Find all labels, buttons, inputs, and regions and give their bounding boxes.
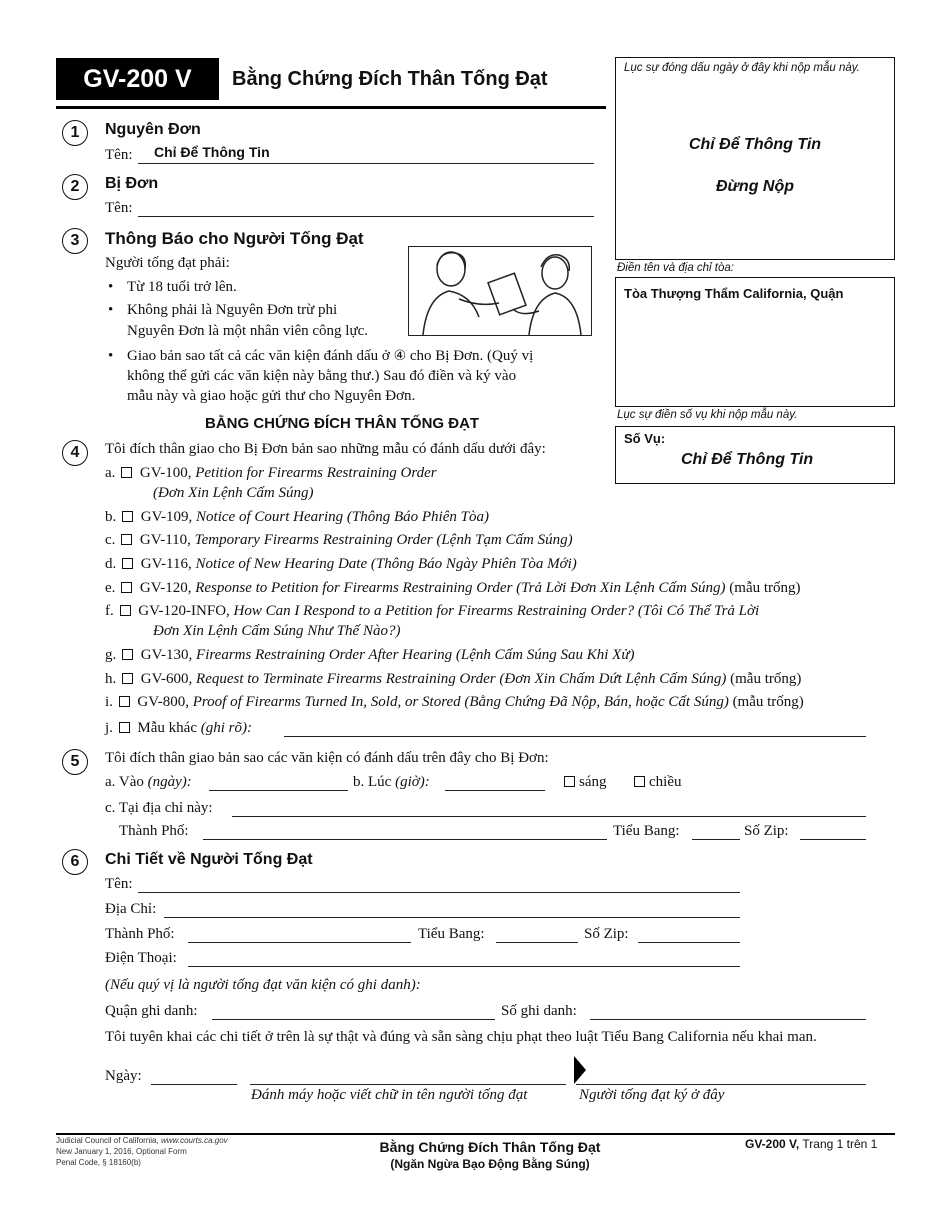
section-4-number: 4 <box>62 440 88 466</box>
service-time-field[interactable] <box>445 790 545 791</box>
requirement-deliver-2: không thể gửi các văn kiện này bằng thư.) Sau đó điền và ký vào <box>127 368 517 384</box>
form-item-b[interactable]: b. GV-109, Notice of Court Hearing (Thông Báo Phiên Tòa) <box>105 509 489 525</box>
service-address-field[interactable] <box>232 816 866 817</box>
server-name-label: Tên: <box>105 876 133 892</box>
case-number-value: Chỉ Để Thông Tin <box>681 451 814 468</box>
declaration-text: Tôi tuyên khai các chi tiết ở trên là sự thật và đúng và sẵn sàng chịu phạt theo luật Tiểu Bang California nếu khai man. <box>105 1029 817 1045</box>
section-1-title: Nguyên Đơn <box>105 121 201 138</box>
signature-field[interactable] <box>576 1084 866 1085</box>
form-item-f-line2: Đơn Xin Lệnh Cấm Súng Như Thế Nào?) <box>153 623 401 639</box>
server-state-label: Tiểu Bang: <box>418 926 485 942</box>
service-zip-label: Số Zip: <box>744 823 789 839</box>
form-item-h[interactable]: h. GV-600, Request to Terminate Firearms Restraining Order (Đơn Xin Chấm Dứt Lệnh Cấm Súng) (mẫu trống) <box>105 671 802 687</box>
form-item-a-line2: (Đơn Xin Lệnh Cấm Súng) <box>153 485 314 501</box>
server-state-field[interactable] <box>496 942 578 943</box>
server-address-field[interactable] <box>164 917 740 918</box>
requirement-age: Từ 18 tuổi trở lên. <box>127 279 237 295</box>
checkbox[interactable] <box>119 696 130 707</box>
plaintiff-name-label: Tên: <box>105 147 133 163</box>
service-address-label: c. Tại địa chỉ này: <box>105 800 213 816</box>
requirement-deliver-3: mẫu này và giao hoặc gửi thư cho Nguyên Đơn. <box>127 388 416 404</box>
form-item-c[interactable]: c. GV-110, Temporary Firearms Restraining Order (Lệnh Tạm Cấm Súng) <box>105 532 573 548</box>
section-3-title: Thông Báo cho Người Tống Đạt <box>105 229 364 248</box>
people-handing-papers-icon <box>409 247 591 335</box>
form-item-j[interactable]: j. Mẫu khác (ghi rõ): <box>105 720 252 736</box>
server-city-field[interactable] <box>188 942 411 943</box>
signature-arrow-icon <box>574 1056 586 1084</box>
section-3-number: 3 <box>62 228 88 254</box>
checkbox[interactable] <box>122 558 133 569</box>
checkbox[interactable] <box>120 605 131 616</box>
registration-county-field[interactable] <box>212 1019 495 1020</box>
declaration-date-label: Ngày: <box>105 1068 142 1084</box>
section-1-number: 1 <box>62 120 88 146</box>
plaintiff-name-field[interactable] <box>138 163 594 164</box>
footer-code: Penal Code, § 18160(b) <box>56 1158 141 1167</box>
requirement-not-plaintiff-2: Nguyên Đơn là một nhân viên công lực. <box>127 323 369 339</box>
server-city-label: Thành Phố: <box>105 926 175 942</box>
case-label: Lục sự điền số vụ khi nộp mẫu này. <box>617 409 798 421</box>
server-zip-label: Số Zip: <box>584 926 629 942</box>
ref-circle-4: ④ <box>393 348 407 364</box>
section-4-intro: Tôi đích thân giao cho Bị Đơn bản sao những mẫu có đánh dấu dưới đây: <box>105 441 546 457</box>
case-number-label: Số Vụ: <box>624 431 666 446</box>
service-time-label: b. Lúc (giờ): <box>353 774 430 790</box>
form-item-e[interactable]: e. GV-120, Response to Petition for Firearms Restraining Order (Trả Lời Đơn Xin Lệnh Cấm Súng) (mẫu trống) <box>105 580 801 596</box>
section-5-intro: Tôi đích thân giao bản sao các văn kiện có đánh dấu trên đây cho Bị Đơn: <box>105 750 549 766</box>
print-name-field[interactable] <box>250 1084 566 1085</box>
section-2-number: 2 <box>62 174 88 200</box>
footer-page: GV-200 V, Trang 1 trên 1 <box>745 1137 878 1151</box>
am-option[interactable]: sáng <box>562 774 607 791</box>
bullet-dot: • <box>108 302 114 318</box>
proof-subtitle: BẰNG CHỨNG ĐÍCH THÂN TỐNG ĐẠT <box>205 415 480 432</box>
server-requirements-intro: Người tống đạt phải: <box>105 255 230 271</box>
footer-title: Bằng Chứng Đích Thân Tống Đạt <box>379 1139 601 1155</box>
checkbox[interactable] <box>564 776 575 787</box>
form-id-badge: GV-200 V <box>56 58 219 100</box>
pm-option[interactable]: chiều <box>632 774 681 791</box>
service-date-field[interactable] <box>209 790 348 791</box>
stamp-line-2: Đừng Nộp <box>715 178 795 195</box>
form-item-f[interactable]: f. GV-120-INFO, How Can I Respond to a Petition for Firearms Restraining Order? (Tôi Có Thể Trả Lời <box>105 603 760 619</box>
service-state-field[interactable] <box>692 839 740 840</box>
service-city-field[interactable] <box>203 839 607 840</box>
declaration-date-field[interactable] <box>151 1084 237 1085</box>
checkbox[interactable] <box>119 722 130 733</box>
checkbox[interactable] <box>122 673 133 684</box>
respondent-name-label: Tên: <box>105 200 133 216</box>
bullet-dot: • <box>108 279 114 295</box>
footer-rule <box>56 1133 895 1135</box>
stamp-box <box>615 57 895 260</box>
stamp-box-label: Lục sự đóng dấu ngày ở đây khi nộp mẫu này. <box>624 62 860 74</box>
server-name-field[interactable] <box>138 892 740 893</box>
footer-subtitle: (Ngăn Ngừa Bạo Động Bằng Súng) <box>390 1157 590 1171</box>
server-illustration <box>408 246 592 336</box>
registered-server-note: (Nếu quý vị là người tống đạt văn kiện có ghi danh): <box>105 977 421 993</box>
stamp-line-1: Chỉ Để Thông Tin <box>688 136 822 153</box>
form-title: Bằng Chứng Đích Thân Tống Đạt <box>232 68 548 90</box>
checkbox[interactable] <box>121 534 132 545</box>
service-zip-field[interactable] <box>800 839 866 840</box>
section-6-number: 6 <box>62 849 88 875</box>
service-date-label: a. Vào (ngày): <box>105 774 192 790</box>
server-phone-field[interactable] <box>188 966 740 967</box>
signature-caption: Người tống đạt ký ở đây <box>579 1087 725 1103</box>
server-address-label: Địa Chỉ: <box>105 901 157 917</box>
checkbox[interactable] <box>121 582 132 593</box>
print-name-caption: Đánh máy hoặc viết chữ in tên người tống đạt <box>251 1087 528 1103</box>
section-5-number: 5 <box>62 749 88 775</box>
footer-council: Judicial Council of California, www.courts.ca.gov <box>56 1136 228 1145</box>
requirement-not-plaintiff-1: Không phải là Nguyên Đơn trừ phi <box>127 302 338 318</box>
form-item-i[interactable]: i. GV-800, Proof of Firearms Turned In, Sold, or Stored (Bằng Chứng Đã Nộp, Bán, hoặc Cất Súng) (mẫu trống) <box>105 694 804 710</box>
server-zip-field[interactable] <box>638 942 740 943</box>
server-phone-label: Điện Thoại: <box>105 950 177 966</box>
bullet-dot: • <box>108 348 114 364</box>
registration-number-label: Số ghi danh: <box>501 1003 577 1019</box>
service-state-label: Tiểu Bang: <box>613 823 680 839</box>
registration-number-field[interactable] <box>590 1019 866 1020</box>
case-number-box[interactable] <box>615 426 895 484</box>
section-6-title: Chi Tiết về Người Tống Đạt <box>105 851 313 868</box>
form-item-d[interactable]: d. GV-116, Notice of New Hearing Date (Thông Báo Ngày Phiên Tòa Mới) <box>105 556 577 572</box>
form-item-g[interactable]: g. GV-130, Firearms Restraining Order After Hearing (Lệnh Cấm Súng Sau Khi Xử) <box>105 647 635 663</box>
checkbox[interactable] <box>121 467 132 478</box>
requirement-deliver-1: Giao bản sao tất cả các văn kiện đánh dấu ở ④ cho Bị Đơn. (Quý vị <box>127 348 534 364</box>
other-form-field[interactable] <box>284 736 866 737</box>
checkbox[interactable] <box>122 649 133 660</box>
section-2-title: Bị Đơn <box>105 175 159 192</box>
court-box[interactable] <box>615 277 895 407</box>
court-label: Điền tên và địa chỉ tòa: <box>617 262 734 274</box>
form-item-a[interactable]: a. GV-100, Petition for Firearms Restraining Order <box>105 465 437 481</box>
service-city-label: Thành Phố: <box>119 823 189 839</box>
checkbox[interactable] <box>634 776 645 787</box>
checkbox[interactable] <box>122 511 133 522</box>
registration-county-label: Quận ghi danh: <box>105 1003 198 1019</box>
court-name: Tòa Thượng Thẩm California, Quận <box>624 286 844 301</box>
respondent-name-field[interactable] <box>138 216 594 217</box>
plaintiff-name-value: Chỉ Để Thông Tin <box>154 144 270 160</box>
footer-revised: New January 1, 2016, Optional Form <box>56 1147 187 1156</box>
header-rule <box>56 106 606 109</box>
